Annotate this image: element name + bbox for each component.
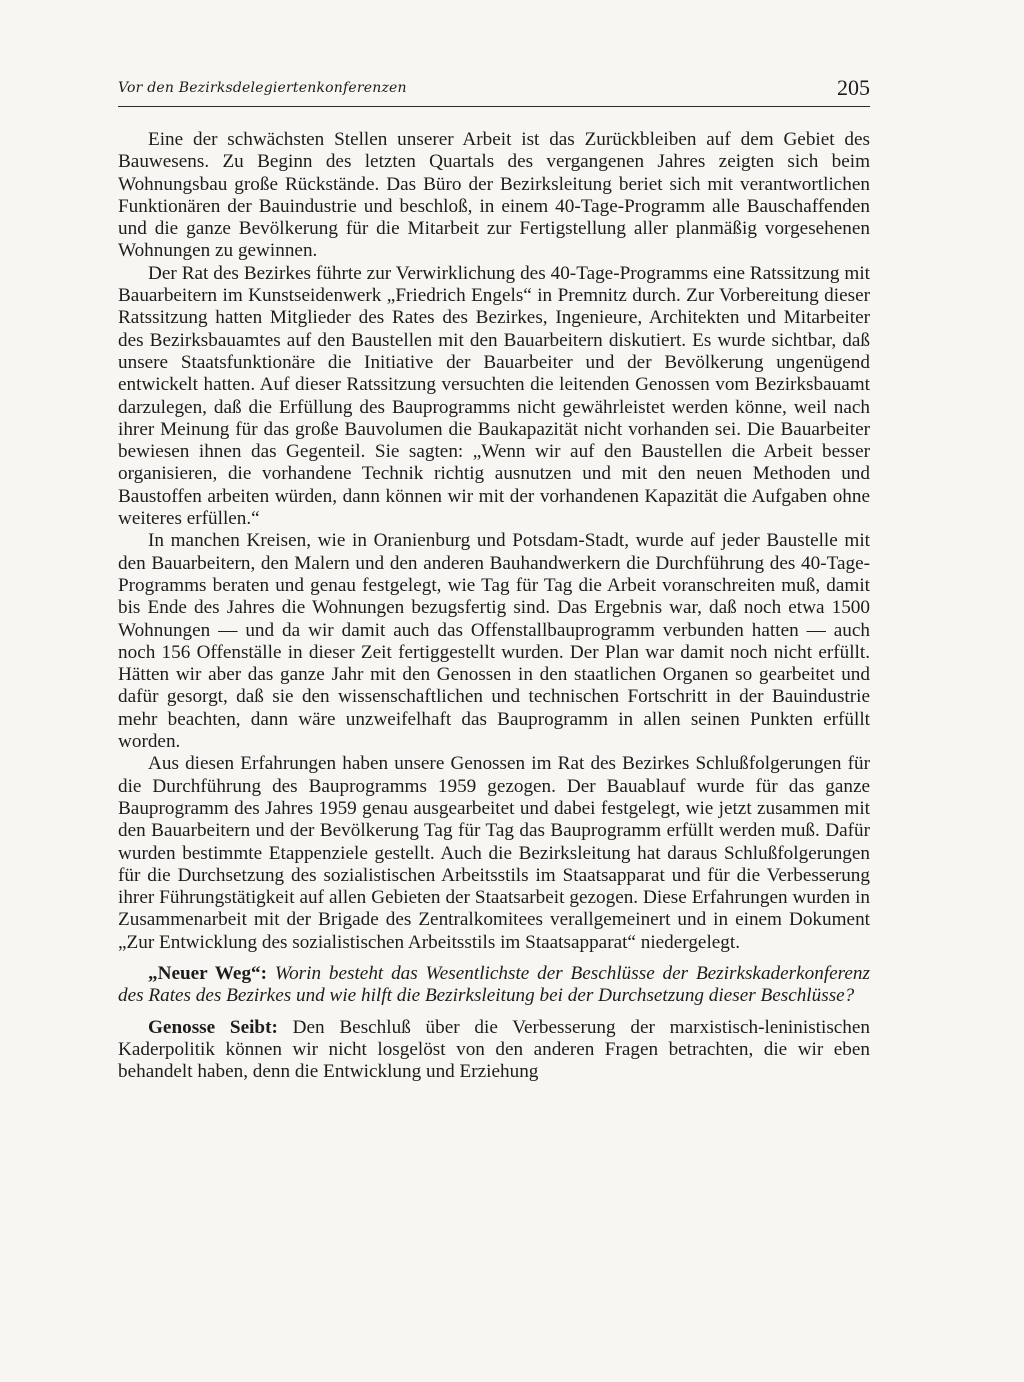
paragraph-4: Aus diesen Erfahrungen haben unsere Genossen im Rat des Bezirkes Schlußfolgerungen für die Durchführung des Bauprogramms 1959 gezogen. Der Bauablauf wurde für das ganze Bauprogramm des Jahres 1959 genau ausgearbeitet und dabei festgelegt, wie jetzt zusammen mit den Bauarbeitern und der Bevölkerung Tag für Tag das Bauprogramm erfüllt werden muß. Dafür wurden bestimmte Etappenziele gestellt. Auch die Bezirksleitung hat daraus Schlußfolgerungen für die Durchsetzung des sozialistischen Arbeitsstils im Staatsapparat und für die Verbesserung ihrer Führungstätigkeit auf allen Gebieten der Staatsarbeit gezogen. Diese Erfahrungen wurden in Zusammenarbeit mit der Brigade des Zentralkomitees verallgemeinert und in einem Dokument „Zur Entwicklung des sozialistischen Arbeitsstils im Staatsapparat“ niedergelegt. [118, 753, 870, 953]
paragraph-1: Eine der schwächsten Stellen unserer Arbeit ist das Zurückbleiben auf dem Gebiet des Bauwesens. Zu Beginn des letzten Quartals des vergangenen Jahres zeigten sich beim Wohnungsbau große Rückstände. Das Büro der Bezirksleitung beriet sich mit verantwortlichen Funktionären der Bauindustrie und beschloß, in einem 40-Tage-Programm alle Bauschaffenden und die ganze Bevölkerung für die Mitarbeit zur Fertigstellung aller planmäßig vorgesehenen Wohnungen zu gewinnen. [118, 129, 870, 262]
question-speaker: „Neuer Weg“: [148, 962, 268, 984]
interview-question [118, 963, 870, 1008]
page-header [118, 76, 870, 107]
running-head: Vor den Bezirksdelegiertenkonferenzen [118, 80, 407, 96]
answer-text: Den Beschluß über die Verbesserung der marxistisch-leninistischen Kaderpolitik können wir nicht losgelöst von den anderen Fragen betrachten, die wir eben behandelt haben, denn die Entwicklung und Erziehung [118, 1016, 871, 1083]
interview-answer [118, 1017, 870, 1084]
paragraph-3: In manchen Kreisen, wie in Oranienburg und Potsdam-Stadt, wurde auf jeder Baustelle mit den Bauarbeitern, den Malern und den anderen Bauhandwerkern die Durchführung des 40-Tage-Programms beraten und genau festgelegt, wie Tag für Tag die Arbeit voranschreiten muß, damit bis Ende des Jahres die Wohnungen bezugsfertig sind. Das Ergebnis war, daß noch etwa 1500 Wohnungen — und da wir damit auch das Offenstallbauprogramm verbunden hatten — auch noch 156 Offenställe in dieser Zeit fertiggestellt wurden. Der Plan war damit noch nicht erfüllt. Hätten wir aber das ganze Jahr mit den Genossen in den staatlichen Organen so gearbeitet und dafür gesorgt, daß sie den wissenschaftlichen und technischen Fortschritt in der Bauindustrie mehr beachten, dann wäre unzweifelhaft das Bauprogramm in allen seinen Punkten erfüllt worden. [118, 530, 870, 753]
page-number: 205 [837, 75, 870, 100]
body-text [118, 129, 870, 1083]
question-text: Worin besteht das Wesentlichste der Beschlüsse der Bezirkskaderkonferenz des Rates des Bezirkes und wie hilft die Bezirksleitung bei der Durchsetzung dieser Beschlüsse? [118, 962, 870, 1007]
paragraph-2: Der Rat des Bezirkes führte zur Verwirklichung des 40-Tage-Programms eine Ratssitzung mit Bauarbeitern im Kunstseidenwerk „Friedrich Engels“ in Premnitz durch. Zur Vorbereitung dieser Ratssitzung hatten Mitglieder des Rates des Bezirkes, Ingenieure, Architekten und Mitarbeiter des Bezirksbauamtes auf den Baustellen mit den Bauarbeitern diskutiert. Es wurde sichtbar, daß unsere Staatsfunktionäre die Initiative der Bauarbeiter und der Bevölkerung ungenügend entwickelt hatten. Auf dieser Ratssitzung versuchten die leitenden Genossen vom Bezirksbauamt darzulegen, daß die Erfüllung des Bauprogramms nicht gewährleistet werden könne, weil nach ihrer Meinung für das große Bauvolumen die Baukapazität nicht vorhanden sei. Die Bauarbeiter bewiesen ihnen das Gegenteil. Sie sagten: „Wenn wir auf den Baustellen die Arbeit besser organisieren, die vorhandene Technik richtig ausnutzen und mit den neuen Methoden und Baustoffen arbeiten würden, dann können wir mit der vorhandenen Kapazität die Aufgaben ohne weiteres erfüllen.“ [118, 262, 870, 530]
answer-speaker: Genosse Seibt: [148, 1016, 278, 1038]
